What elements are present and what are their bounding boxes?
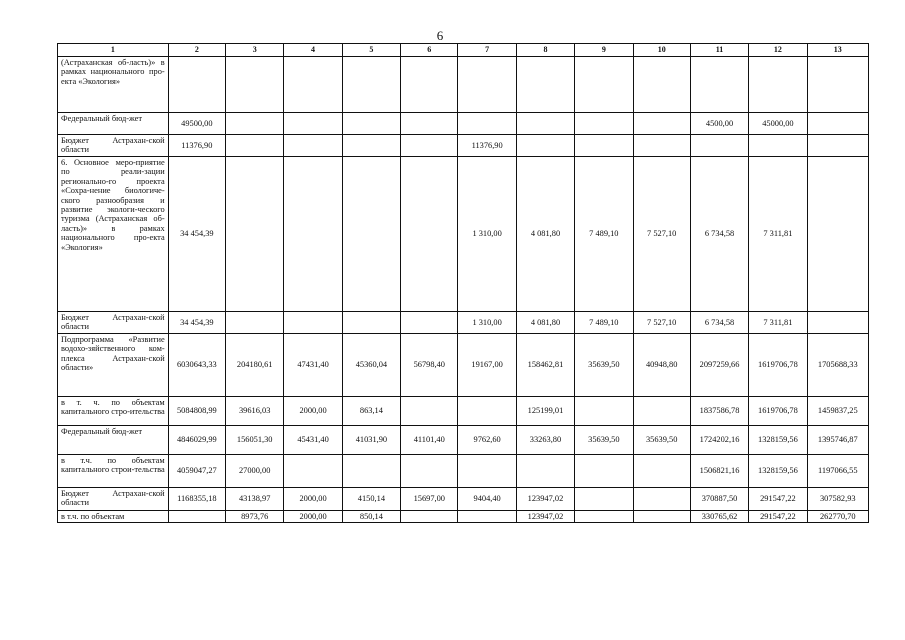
column-header: 1 (58, 44, 169, 57)
row-label: в т.ч. по объектам (58, 511, 169, 523)
table-cell (284, 312, 342, 334)
table-cell: 9404,40 (458, 488, 516, 511)
table-row (58, 135, 869, 157)
table-row (58, 397, 869, 426)
column-header: 4 (284, 44, 342, 57)
table-cell: 9762,60 (458, 426, 516, 455)
column-header: 6 (401, 44, 458, 57)
table-cell (458, 113, 516, 135)
table-cell (401, 312, 458, 334)
table-cell: 2000,00 (284, 397, 342, 426)
table-cell (807, 135, 868, 157)
row-label: Бюджет Астрахан-ской области (58, 488, 169, 511)
table-cell: 6 734,58 (690, 312, 748, 334)
row-label: Бюджет Астрахан-ской области (58, 312, 169, 334)
table-cell: 1837586,78 (690, 397, 748, 426)
table-cell: 34 454,39 (168, 157, 225, 312)
table-cell: 6 734,58 (690, 157, 748, 312)
table-cell (226, 157, 284, 312)
table-cell: 4150,14 (342, 488, 400, 511)
table-cell: 33263,80 (516, 426, 574, 455)
page-number: 6 (436, 28, 444, 43)
table-cell (807, 157, 868, 312)
table-row (58, 426, 869, 455)
table-cell: 291547,22 (749, 511, 807, 523)
table-cell: 307582,93 (807, 488, 868, 511)
table-cell (226, 135, 284, 157)
budget-table (57, 43, 869, 523)
table-cell: 2000,00 (284, 511, 342, 523)
table-cell (575, 113, 633, 135)
table-row (58, 488, 869, 511)
table-cell: 7 489,10 (575, 312, 633, 334)
table-cell: 1459837,25 (807, 397, 868, 426)
table-cell: 1 310,00 (458, 312, 516, 334)
table-cell: 1705688,33 (807, 334, 868, 397)
table-cell: 2000,00 (284, 488, 342, 511)
table-cell: 1619706,78 (749, 334, 807, 397)
table-cell: 1328159,56 (749, 426, 807, 455)
column-header: 13 (807, 44, 868, 57)
table-row (58, 455, 869, 488)
table-cell: 41101,40 (401, 426, 458, 455)
table-cell: 11376,90 (458, 135, 516, 157)
table-cell (575, 511, 633, 523)
table-cell (401, 455, 458, 488)
table-cell: 7 311,81 (749, 312, 807, 334)
table-cell (575, 135, 633, 157)
table-cell (807, 113, 868, 135)
table-cell: 4 081,80 (516, 312, 574, 334)
table-cell (284, 57, 342, 113)
column-header: 2 (168, 44, 225, 57)
table-cell: 45360,04 (342, 334, 400, 397)
table-cell: 35639,50 (575, 426, 633, 455)
column-header: 9 (575, 44, 633, 57)
row-label: Бюджет Астрахан-ской области (58, 135, 169, 157)
table-cell (458, 455, 516, 488)
table-cell: 204180,61 (226, 334, 284, 397)
table-cell: 34 454,39 (168, 312, 225, 334)
table-cell (633, 511, 690, 523)
column-header: 8 (516, 44, 574, 57)
table-cell: 43138,97 (226, 488, 284, 511)
table-cell: 49500,00 (168, 113, 225, 135)
table-cell (401, 113, 458, 135)
table-cell (342, 455, 400, 488)
table-cell: 1506821,16 (690, 455, 748, 488)
table-cell: 1395746,87 (807, 426, 868, 455)
table-cell (401, 135, 458, 157)
table-cell (633, 488, 690, 511)
table-cell (342, 113, 400, 135)
table-cell (458, 511, 516, 523)
table-cell (516, 135, 574, 157)
table-cell: 6030643,33 (168, 334, 225, 397)
table-cell: 4500,00 (690, 113, 748, 135)
table-cell (342, 57, 400, 113)
table-cell (401, 157, 458, 312)
table-cell (575, 488, 633, 511)
column-header: 5 (342, 44, 400, 57)
table-cell (575, 397, 633, 426)
table-cell: 35639,50 (575, 334, 633, 397)
table-cell: 262770,70 (807, 511, 868, 523)
table-cell: 15697,00 (401, 488, 458, 511)
table-cell: 158462,81 (516, 334, 574, 397)
row-label: Федеральный бюд-жет (58, 426, 169, 455)
table-cell: 5084808,99 (168, 397, 225, 426)
table-cell: 40948,80 (633, 334, 690, 397)
table-cell (807, 57, 868, 113)
table-row (58, 334, 869, 397)
table-cell: 1619706,78 (749, 397, 807, 426)
table-cell (633, 455, 690, 488)
table-cell (226, 113, 284, 135)
table-cell: 4846029,99 (168, 426, 225, 455)
table-cell (401, 57, 458, 113)
table-cell (226, 57, 284, 113)
column-header: 7 (458, 44, 516, 57)
table-row (58, 57, 869, 113)
column-header: 10 (633, 44, 690, 57)
table-cell: 7 527,10 (633, 312, 690, 334)
table-cell (401, 397, 458, 426)
table-cell: 2097259,66 (690, 334, 748, 397)
table-cell (749, 135, 807, 157)
table-cell (575, 57, 633, 113)
row-label: Подпрограмма «Развитие водохо-зяйственного ком-плекса Астрахан-ской области» (58, 334, 169, 397)
table-cell: 1328159,56 (749, 455, 807, 488)
table-cell (401, 511, 458, 523)
row-label: (Астраханская об-ласть)» в рамках национального про-екта «Экология» (58, 57, 169, 113)
table-cell: 1197066,55 (807, 455, 868, 488)
table-cell: 1168355,18 (168, 488, 225, 511)
table-cell: 4 081,80 (516, 157, 574, 312)
table-cell: 7 527,10 (633, 157, 690, 312)
table-cell (226, 312, 284, 334)
table-cell (633, 57, 690, 113)
table-cell: 11376,90 (168, 135, 225, 157)
table-cell: 156051,30 (226, 426, 284, 455)
column-header: 11 (690, 44, 748, 57)
table-cell: 27000,00 (226, 455, 284, 488)
table-cell: 41031,90 (342, 426, 400, 455)
table-cell (284, 455, 342, 488)
table-cell (516, 57, 574, 113)
table-cell (807, 312, 868, 334)
table-cell: 123947,02 (516, 511, 574, 523)
table-cell (690, 135, 748, 157)
table-cell: 47431,40 (284, 334, 342, 397)
table-cell: 8973,76 (226, 511, 284, 523)
table-cell (458, 397, 516, 426)
table-cell (284, 113, 342, 135)
table-cell (633, 397, 690, 426)
table-cell (516, 455, 574, 488)
header-row (58, 44, 869, 57)
table-cell (575, 455, 633, 488)
table-cell: 35639,50 (633, 426, 690, 455)
table-cell (633, 113, 690, 135)
table-row (58, 113, 869, 135)
table-cell: 45431,40 (284, 426, 342, 455)
table-cell: 7 311,81 (749, 157, 807, 312)
row-label: Федеральный бюд-жет (58, 113, 169, 135)
table-cell: 7 489,10 (575, 157, 633, 312)
table-cell: 370887,50 (690, 488, 748, 511)
row-label: 6. Основное меро-приятие по реали-зации регионально-го проекта «Сохра-нение биологиче-ского разнообразия и развитие экологи-ческого туризма (Астраханская об-ласть)» в рамках национального про-екта «Экология» (58, 157, 169, 312)
column-header: 3 (226, 44, 284, 57)
table-cell: 863,14 (342, 397, 400, 426)
table-cell (690, 57, 748, 113)
table-cell: 1724202,16 (690, 426, 748, 455)
table-row (58, 511, 869, 523)
row-label: в т.ч. по объектам капитального строи-тельства (58, 455, 169, 488)
table-cell: 291547,22 (749, 488, 807, 511)
table-cell (342, 157, 400, 312)
table-cell: 45000,00 (749, 113, 807, 135)
table-cell: 330765,62 (690, 511, 748, 523)
table-cell (633, 135, 690, 157)
table-cell: 125199,01 (516, 397, 574, 426)
table-cell (168, 57, 225, 113)
table-cell (516, 113, 574, 135)
table-cell: 56798,40 (401, 334, 458, 397)
table-cell: 850,14 (342, 511, 400, 523)
table-cell: 19167,00 (458, 334, 516, 397)
table-cell: 39616,03 (226, 397, 284, 426)
table-cell: 1 310,00 (458, 157, 516, 312)
table-row (58, 157, 869, 312)
table-cell (749, 57, 807, 113)
table-cell (168, 511, 225, 523)
table-cell (458, 57, 516, 113)
table-cell (342, 135, 400, 157)
row-label: в т. ч. по объектам капитального стро-ительства (58, 397, 169, 426)
table-cell: 4059047,27 (168, 455, 225, 488)
table-cell (284, 135, 342, 157)
table-cell (284, 157, 342, 312)
table-cell (342, 312, 400, 334)
table-row (58, 312, 869, 334)
column-header: 12 (749, 44, 807, 57)
table-cell: 123947,02 (516, 488, 574, 511)
